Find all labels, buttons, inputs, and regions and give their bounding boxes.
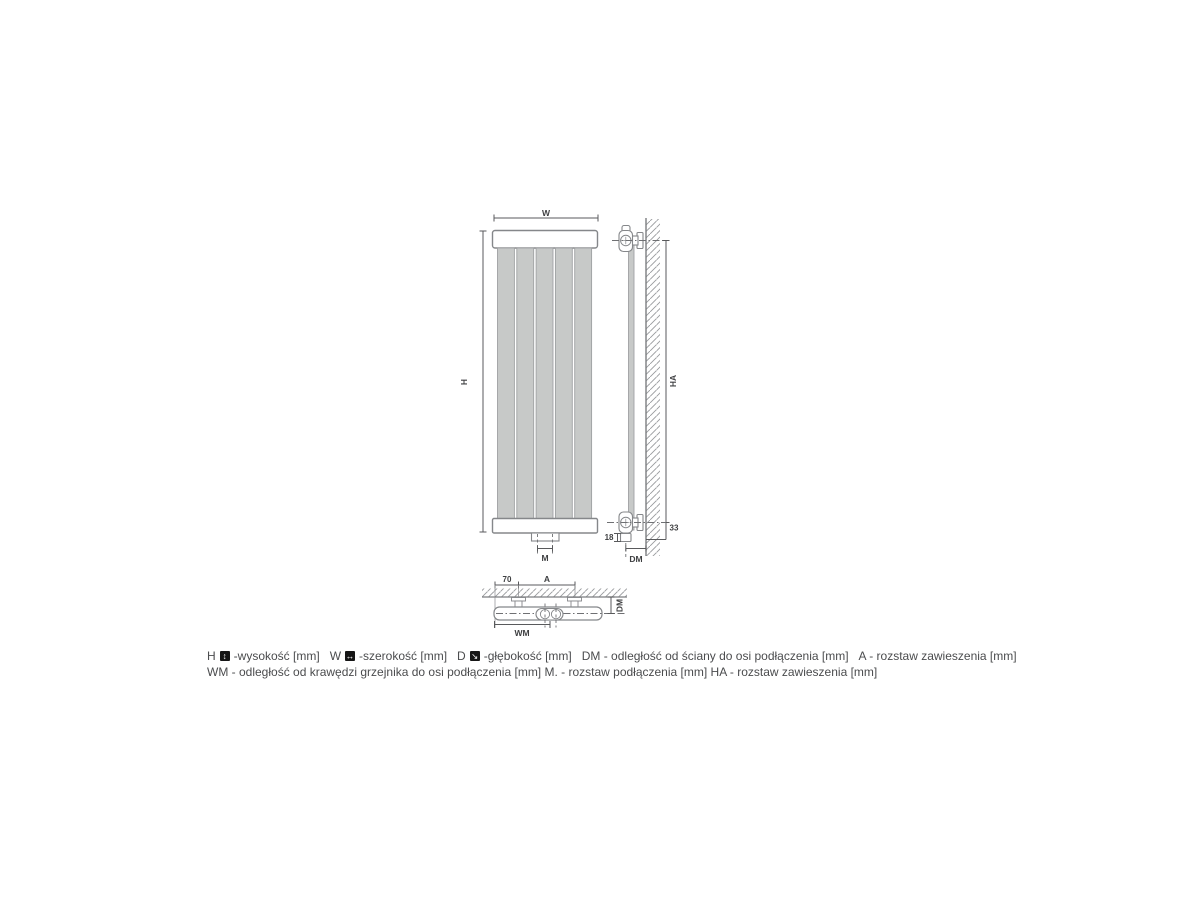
wall-offset-dimension (626, 543, 646, 564)
legend-w-text: -szerokość [mm] (359, 649, 448, 663)
side-view (605, 218, 679, 564)
panel (555, 248, 572, 519)
hanging-spacing-label: HA (668, 374, 678, 388)
bottom-fitting (621, 534, 632, 542)
width-icon: ↔ (345, 651, 355, 661)
edge-to-hanger-label: 70 (502, 575, 512, 584)
legend-line-2 (207, 664, 997, 680)
connection-spacing-dimension (538, 546, 553, 564)
wall-hatch (646, 219, 660, 556)
front-connection-block (532, 533, 560, 541)
front-bottom-header (493, 519, 598, 534)
height-label: H (459, 378, 469, 386)
height-icon: ↕ (220, 651, 230, 661)
legend-d-text: -głębokość [mm] (483, 649, 572, 663)
hanger-bracket-right (568, 598, 582, 608)
legend-w-symbol: W (329, 649, 342, 663)
edge-to-connection-label: WM (514, 628, 530, 638)
width-label: W (541, 208, 551, 218)
panel (517, 248, 534, 519)
width-dimension (494, 208, 598, 222)
legend-d-symbol: D (457, 649, 466, 663)
top-bracket (619, 226, 643, 252)
side-radiator-profile (629, 237, 635, 530)
legend-h-text: -wysokość [mm] (233, 649, 320, 663)
legend-a-text: A - rozstaw zawieszenia [mm] (858, 649, 1017, 663)
wall-offset-label: DM (629, 554, 643, 564)
hanging-spacing-dimension (663, 241, 679, 540)
panel (536, 248, 553, 519)
panel (575, 248, 592, 519)
panel (498, 248, 515, 519)
wall-to-connection-label: DM (614, 598, 625, 613)
top-view (482, 574, 627, 638)
front-top-header (493, 231, 598, 249)
wall-hatch-top (482, 589, 627, 598)
legend-line-1 (207, 648, 1017, 664)
connection-spacing-label: M (541, 553, 549, 563)
edge-to-connection-dimension (495, 621, 551, 638)
legend-dm-text: DM - odległość od ściany do osi podłączenia [mm] (581, 649, 849, 663)
wall-to-connection-dimension (608, 597, 625, 614)
legend (207, 648, 1017, 680)
front-panels (498, 248, 592, 519)
legend-h-symbol: H (207, 649, 216, 663)
legend-line2-text: WM - odległość od krawędzi grzejnika do osi podłączenia [mm] M. - rozstaw podłączenia [mm] HA - rozstaw zawieszenia [mm] (207, 665, 878, 679)
axis-offset-label: 33 (669, 523, 679, 533)
depth-icon: ↘ (471, 651, 479, 661)
height-dimension (459, 231, 487, 532)
hanger-spacing-label: A (543, 574, 551, 584)
hanger-bracket-left (512, 598, 526, 608)
bottom-bracket (619, 512, 643, 542)
bottom-clearance-label: 18 (604, 533, 614, 542)
front-view (459, 208, 598, 563)
bottom-clearance-dimension (605, 533, 621, 542)
